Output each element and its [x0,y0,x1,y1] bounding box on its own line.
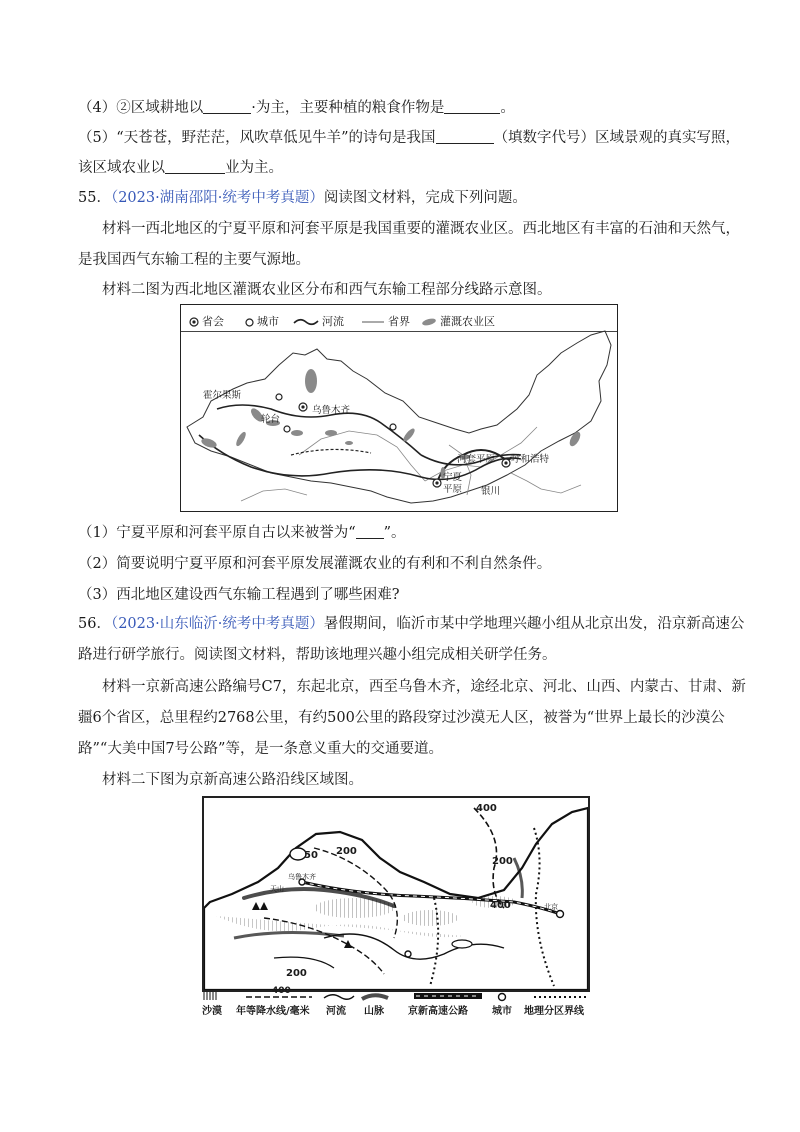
label-urumqi: 乌鲁木齐 [312,405,351,416]
label-luntai: 轮台 [261,414,281,425]
map2-label-beijing: 北京 [544,903,558,911]
question-55-header [78,188,527,208]
q5-text-middle: （填数字代号）区域景观的真实写照， [493,130,741,146]
legend-iso-sample: 400 [272,986,291,996]
label-huoerguosi: 霍尔果斯 [203,390,242,401]
q56-source-tag[interactable]: （2023·山东临沂·统考中考真题） [110,616,324,632]
q4-blank-1[interactable] [203,99,251,114]
q55-source-tag[interactable]: （2023·湖南邵阳·统考中考真题） [110,190,324,206]
map2-label-urumqi: 乌鲁木齐 [288,873,316,881]
legend-city-label: 城市 [257,315,279,328]
label-ningxia-1: 宁夏 [443,472,463,483]
label-ningxia-2: 平原 [443,484,463,495]
isohyet-200-b: 200 [336,846,357,857]
map2-drawing [204,798,588,990]
question-5-line-2 [78,158,283,178]
legend-river-label: 河流 [322,315,344,328]
q56-intro-line2: 路进行研学旅行。阅读图文材料，帮助该地理兴趣小组完成相关研学任务。 [78,647,557,663]
legend-irrigation-label: 灌溉农业区 [440,315,495,328]
q55-number: 55． [78,190,111,206]
label-hetao-plain: 河套平原 [457,454,496,465]
label-hohhot: 呼和浩特 [511,454,550,465]
q56-number: 56． [78,616,111,632]
legend2-boundary: 地理分区界线 [524,1006,584,1017]
q56-intro-line1: 暑假期间，临沂市某中学地理兴趣小组从北京出发，沿京新高速公 [323,616,745,632]
legend2-isohyet: 年等降水线/毫米 [236,1006,310,1017]
city-huoerguosi [276,394,282,400]
jingxin-highway-map [202,796,590,992]
q55-sub1-blank[interactable] [356,524,384,539]
irrigation-area [305,369,317,393]
map2-legend [202,986,588,1017]
q4-blank-2[interactable] [444,99,500,114]
q5-blank-1[interactable] [436,129,494,144]
legend2-river: 河流 [326,1006,346,1017]
q56-material2: 材料二下图为京新高速公路沿线区域图。 [102,772,363,788]
northwest-irrigation-map [180,304,618,512]
q4-text-prefix: （4）②区域耕地以 [78,100,204,116]
isohyet-50: 50 [304,850,318,861]
label-yinchuan: 银川 [481,486,501,497]
q55-material2: 材料二图为西北地区灌溉农业区分布和西气东输工程部分线路示意图。 [102,282,552,298]
q4-text-middle: ·为主，主要种植的粮食作物是 [251,100,445,116]
desert-symbol [204,992,216,1000]
map1-drawing [181,305,617,511]
q55-sub3: （3）西北地区建设西气东输工程遇到了哪些困难? [78,587,400,603]
isohyet-400-a: 400 [476,803,497,814]
q4-text-suffix: 。 [500,100,515,116]
legend-capital-label: 省会 [202,315,224,328]
q56-material1-line1: 材料一京新高速公路编号C7，东起北京，西至乌鲁木齐，途经北京、河北、山西、内蒙古、甘肃、新 [102,679,746,695]
legend2-city: 城市 [492,1006,512,1017]
q55-sub1-suffix: ”。 [383,525,406,541]
question-4 [78,98,515,118]
legend2-highway: 京新高速公路 [408,1006,468,1017]
q55-sub1 [78,523,406,543]
q56-material1-line3: 路”“大美中国7号公路”等，是一条意义重大的交通要道。 [78,741,443,757]
legend2-desert: 沙漠 [202,1006,222,1017]
q55-material1-line1: 材料一西北地区的宁夏平原和河套平原是我国重要的灌溉农业区。西北地区有丰富的石油和天然气， [102,221,740,237]
q55-intro: 阅读图文材料，完成下列问题。 [323,190,527,206]
q56-material1-line2: 疆6个省区，总里程约2768公里，有约500公里的路段穿过沙漠无人区，被誉为“世界上最长的沙漠公 [78,710,725,726]
question-56-header [78,614,744,634]
isohyet-200-c: 200 [286,968,307,979]
q5-line2-prefix: 该区域农业以 [78,160,165,176]
q5-line2-suffix: 业为主。 [225,160,283,176]
q5-text-prefix: （5）“天苍苍，野茫茫，风吹草低见牛羊”的诗句是我国 [78,130,436,146]
isohyet-200-a: 200 [492,856,513,867]
legend-boundary-label: 省界 [388,315,410,328]
q55-sub2: （2）简要说明宁夏平原和河套平原发展灌溉农业的有利和不利自然条件。 [78,556,552,572]
q5-blank-2[interactable] [165,159,225,174]
question-5 [78,128,740,148]
q55-sub1-prefix: （1）宁夏平原和河套平原自古以来被誉为“ [78,525,356,541]
legend2-mountain: 山脉 [364,1006,384,1017]
map2-label-tianshan: 天山 [270,885,284,893]
q55-material1-line2: 是我国西气东输工程的主要气源地。 [78,252,310,268]
isohyet-400-b: 400 [490,900,511,911]
